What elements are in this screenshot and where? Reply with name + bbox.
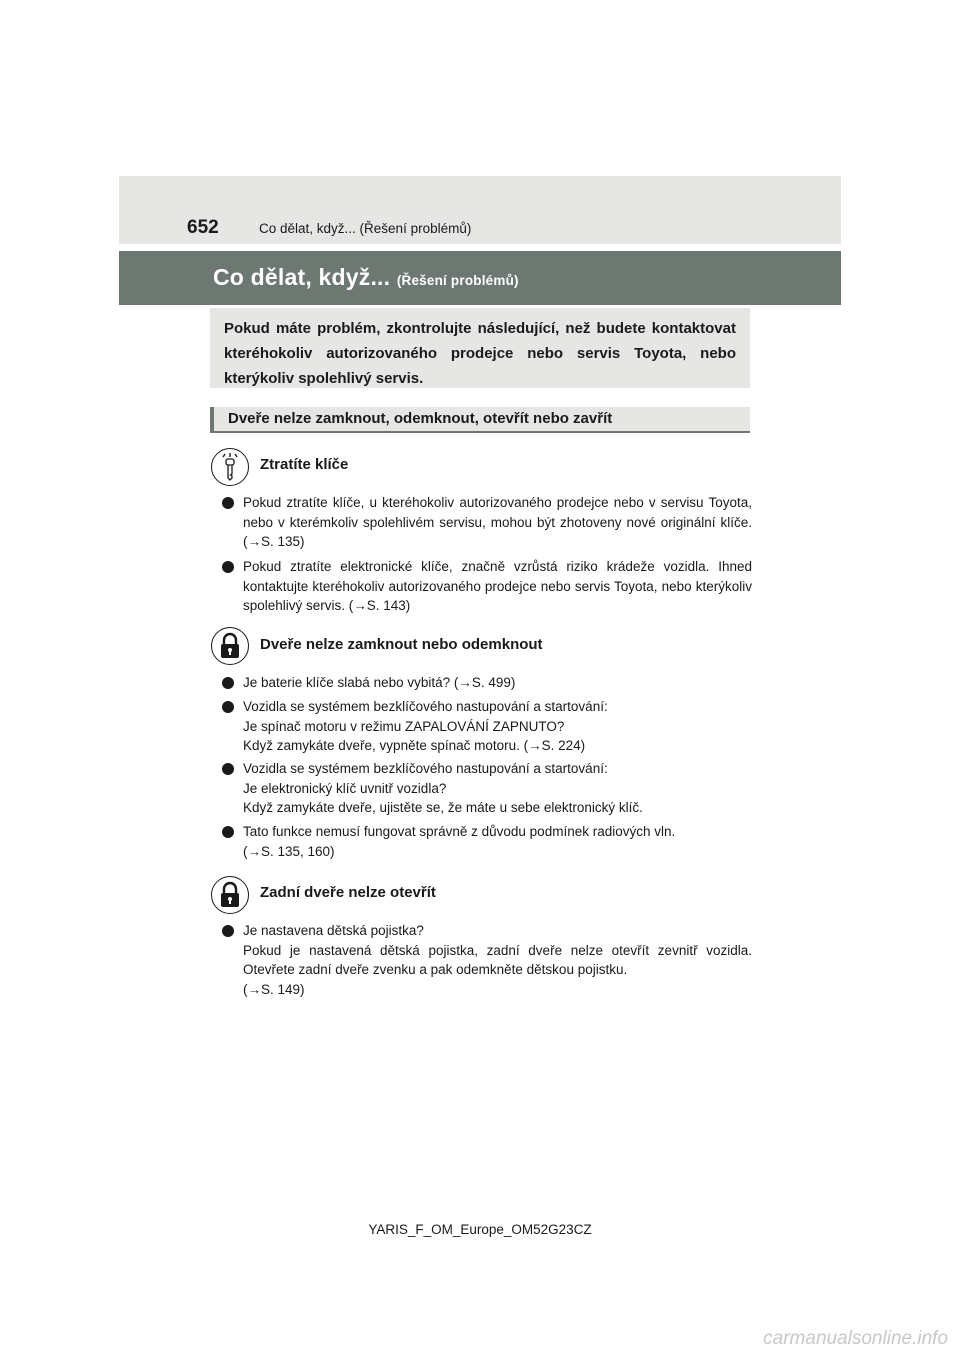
bullet-dot [222, 925, 234, 937]
subsection-title-cannot-lock: Dveře nelze zamknout nebo odemknout [260, 636, 543, 653]
list-item: Pokud ztratíte klíče, u kteréhokoliv autorizovaného prodejce nebo v servisu Toyota, nebo v kterémkoliv spolehlivém servisu, mohou být zhotoveny nové originální klíče. (→S. 135) [222, 493, 752, 552]
list-item: Vozidla se systémem bezklíčového nastupování a startování: Je spínač motoru v režimu ZAPALOVÁNÍ ZAPNUTO? Když zamykáte dveře, vypněte spínač motoru. (→S. 224) [222, 697, 752, 756]
list-item: Je nastavena dětská pojistka? Pokud je nastavená dětská pojistka, zadní dveře nelze otevřít zevnitř vozidla. Otevřete zadní dveře zvenku a pak odemkněte dětskou pojistku. (→S. 149) [222, 921, 752, 999]
footer-doc-code: YARIS_F_OM_Europe_OM52G23CZ [368, 1222, 592, 1237]
page-title [213, 264, 519, 291]
key-icon [211, 448, 249, 486]
bullet-dot [222, 561, 234, 573]
page-title-main: Co dělat, když... [213, 264, 391, 290]
list-item: Pokud ztratíte elektronické klíče, značně vzrůstá riziko krádeže vozidla. Ihned kontaktujte kteréhokoliv autorizovaného prodejce nebo servis Toyota, nebo kterýkoliv spolehlivý servis. (→S. 143) [222, 557, 752, 616]
intro-text: Pokud máte problém, zkontrolujte následující, než budete kontaktovat kteréhokoliv autorizovaného prodejce nebo servis Toyota, nebo kterýkoliv spolehlivý servis. [210, 308, 750, 388]
bullet-dot [222, 497, 234, 509]
page-title-sub: (Řešení problémů) [396, 273, 519, 288]
bullet-dot [222, 826, 234, 838]
watermark: carmanualsonline.info [763, 1328, 948, 1349]
page-number: 652 [187, 217, 219, 238]
lock-icon [211, 876, 249, 914]
list-item: Tato funkce nemusí fungovat správně z důvodu podmínek radiových vln. (→S. 135, 160) [222, 822, 752, 861]
subsection-title-rear-door: Zadní dveře nelze otevřít [260, 884, 436, 901]
subsection-title-lost-keys: Ztratíte klíče [260, 456, 349, 473]
list-item: Je baterie klíče slabá nebo vybitá? (→S. 499) [222, 673, 752, 693]
list-item: Vozidla se systémem bezklíčového nastupování a startování: Je elektronický klíč uvnitř vozidla? Když zamykáte dveře, ujistěte se, že máte u sebe elektronický klíč. [222, 759, 752, 818]
lock-icon [211, 627, 249, 665]
bullet-dot [222, 701, 234, 713]
section-heading: Dveře nelze zamknout, odemknout, otevřít nebo zavřít [210, 407, 750, 433]
bullet-dot [222, 677, 234, 689]
header-band [119, 176, 841, 244]
bullet-dot [222, 763, 234, 775]
running-head: Co dělat, když... (Řešení problémů) [259, 221, 472, 236]
